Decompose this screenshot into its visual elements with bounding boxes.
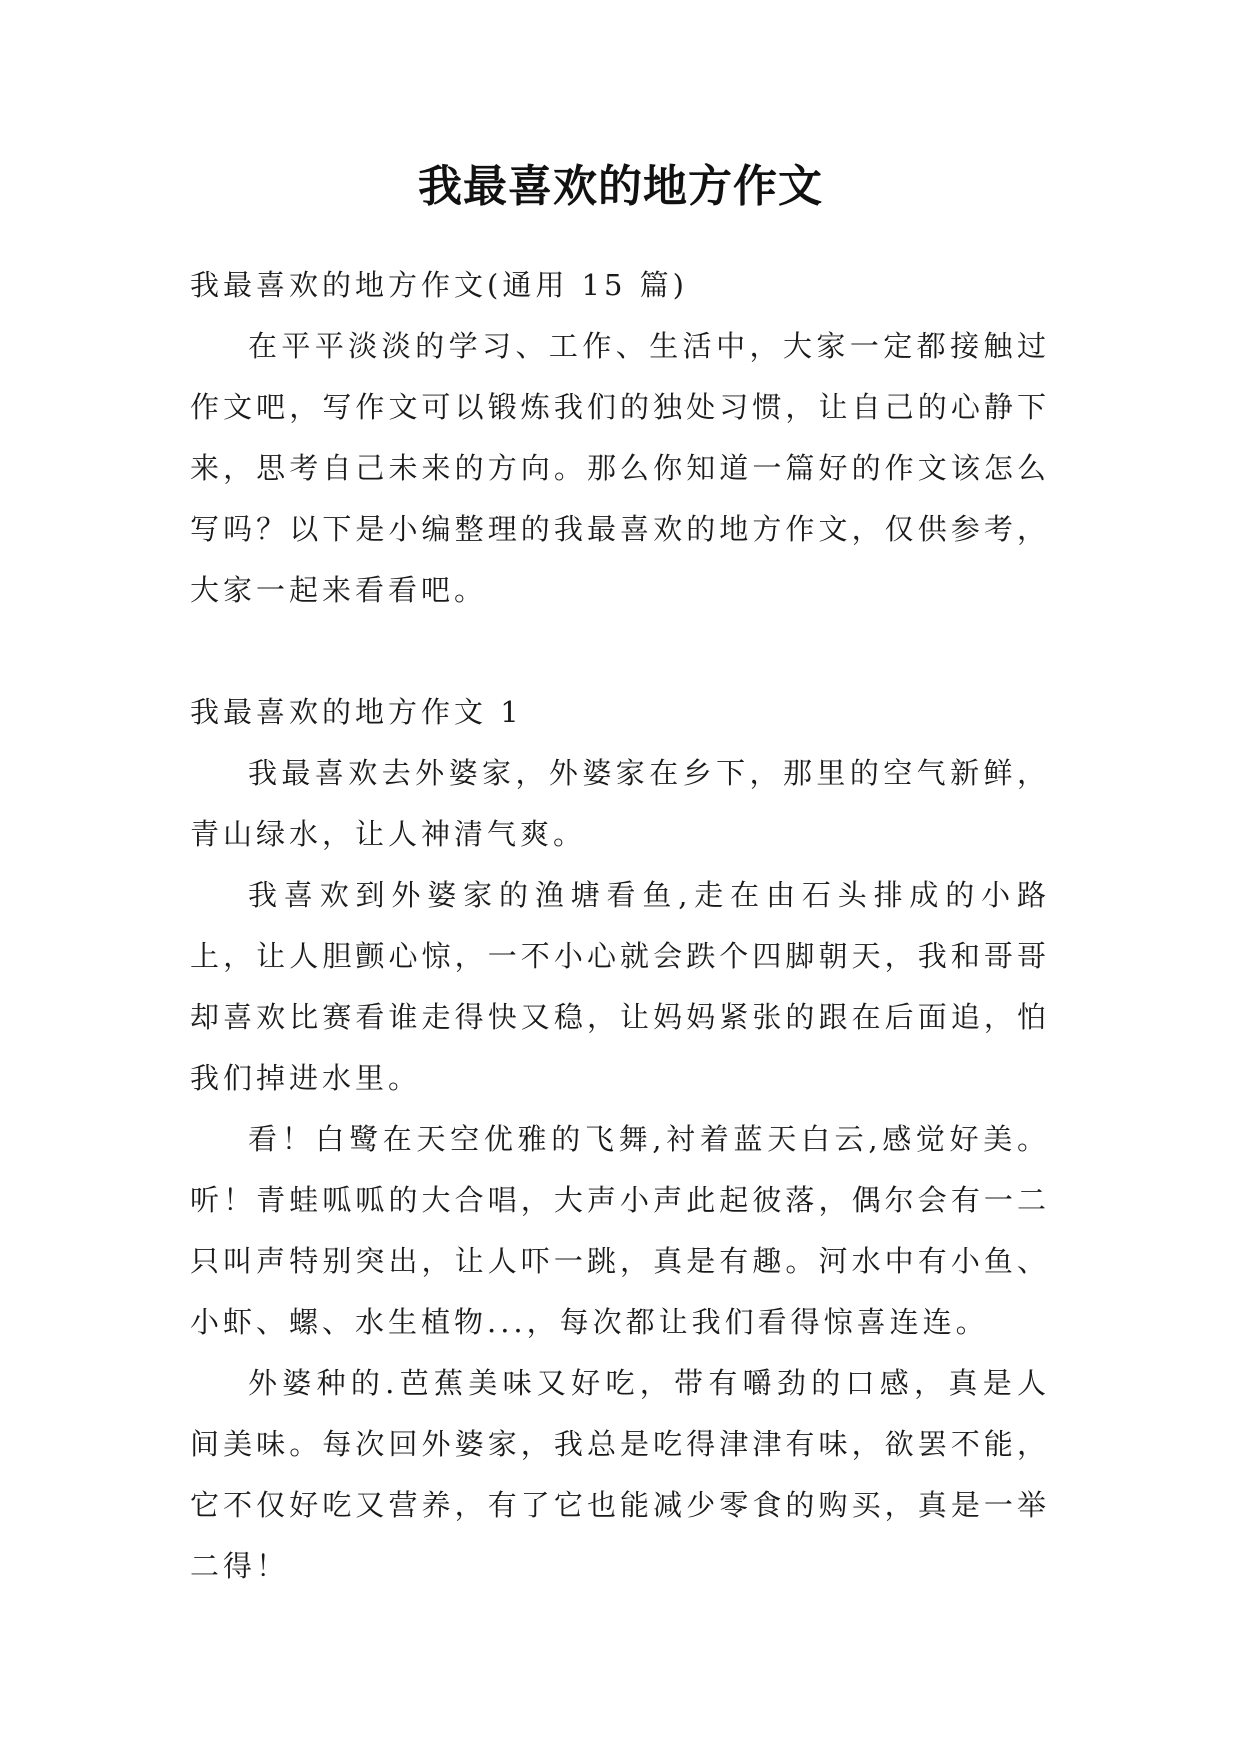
- essay-paragraph: 我喜欢到外婆家的渔塘看鱼,走在由石头排成的小路上，让人胆颤心惊，一不小心就会跌个四脚朝天，我和哥哥却喜欢比赛看谁走得快又稳，让妈妈紧张的跟在后面追，怕我们掉进水里。: [190, 878, 1050, 1095]
- intro-paragraph: 在平平淡淡的学习、工作、生活中，大家一定都接触过作文吧，写作文可以锻炼我们的独处习惯，让自己的心静下来，思考自己未来的方向。那么你知道一篇好的作文该怎么写吗？以下是小编整理的我最喜欢的地方作文，仅供参考，大家一起来看看吧。: [190, 329, 1050, 607]
- document-subtitle: 我最喜欢的地方作文(通用 15 篇): [190, 268, 688, 302]
- section-gap: [190, 621, 1050, 682]
- essay-paragraph: 我最喜欢去外婆家，外婆家在乡下，那里的空气新鲜，青山绿水，让人神清气爽。: [190, 756, 1050, 851]
- document-body: [190, 255, 1050, 1597]
- essay-heading: 我最喜欢的地方作文 1: [190, 695, 523, 729]
- essay-paragraph: 外婆种的.芭蕉美味又好吃，带有嚼劲的口感，真是人间美味。每次回外婆家，我总是吃得津津有味，欲罢不能，它不仅好吃又营养，有了它也能减少零食的购买，真是一举二得！: [190, 1366, 1050, 1583]
- essay-paragraph: 看！白鹭在天空优雅的飞舞,衬着蓝天白云,感觉好美。听！青蛙呱呱的大合唱，大声小声此起彼落，偶尔会有一二只叫声特别突出，让人吓一跳，真是有趣。河水中有小鱼、小虾、螺、水生植物...，每次都让我们看得惊喜连连。: [190, 1122, 1050, 1339]
- page-title: 我最喜欢的地方作文: [418, 161, 823, 212]
